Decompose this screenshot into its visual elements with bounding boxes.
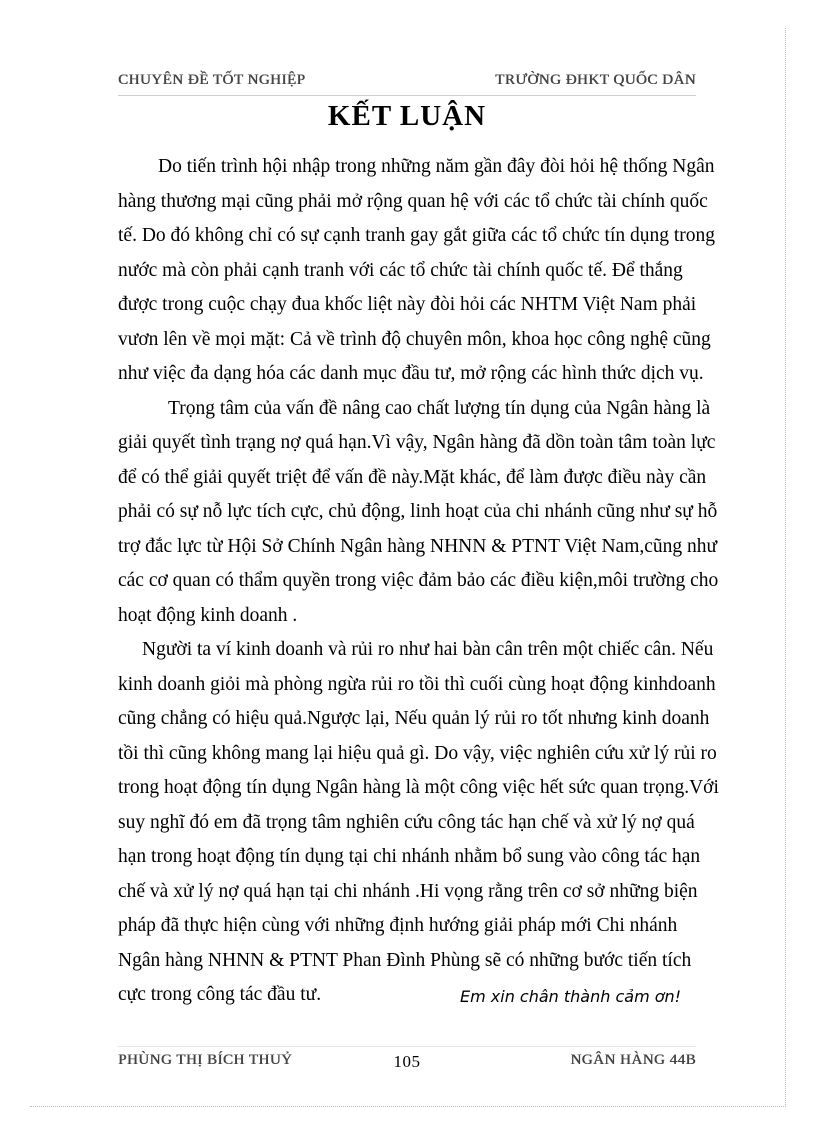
paragraph-3 xyxy=(118,633,719,1013)
text-line: hoạt động kinh doanh . xyxy=(118,604,298,626)
text-line: được trong cuộc chạy đua khốc liệt này đòi hỏi các NHTM Việt Nam phải xyxy=(118,294,697,315)
text-line: trợ đắc lực từ Hội Sở Chính Ngân hàng NHNN & PTNT Việt Nam,cũng như xyxy=(118,535,718,557)
text-line: cũng chẳng có hiệu quả.Ngược lại, Nếu quản lý rủi ro tốt nhưng kinh doanh xyxy=(118,708,710,729)
footer-class: NGÂN HÀNG 44B xyxy=(570,1052,696,1068)
text-line: nước mà còn phải cạnh tranh với các tổ chức tài chính quốc tế. Để thắng xyxy=(118,259,683,281)
text-line: suy nghĩ đó em đã trọng tâm nghiên cứu công tác hạn chế và xử lý nợ quá xyxy=(118,811,695,833)
paragraph-1 xyxy=(118,150,716,392)
text-line: Người ta ví kinh doanh và rủi ro như hai bàn cân trên một chiếc cân. Nếu xyxy=(142,639,714,660)
text-line: như việc đa dạng hóa các danh mục đầu tư, mở rộng các hình thức dịch vụ. xyxy=(118,363,704,384)
text-line: giải quyết tình trạng nợ quá hạn.Vì vậy, Ngân hàng đã dồn toàn tâm toàn lực xyxy=(118,432,716,453)
text-line: pháp đã thực hiện cùng với những định hướng giải pháp mới Chi nhánh xyxy=(118,915,678,936)
text-line: Ngân hàng NHNN & PTNT Phan Đình Phùng sẽ có những bước tiến tích xyxy=(118,949,692,971)
page-header xyxy=(118,72,696,94)
page-footer xyxy=(118,1052,696,1074)
text-line: Trọng tâm của vấn đề nâng cao chất lượng tín dụng của Ngân hàng là xyxy=(168,397,711,419)
text-line: cực trong công tác đầu tư. xyxy=(118,984,322,1005)
page-title: KẾT LUẬN xyxy=(327,100,487,132)
closing-thanks: Em xin chân thành cảm ơn! xyxy=(460,987,682,1006)
text-line: để có thể giải quyết triệt để vấn đề này.Mặt khác, để làm được điều này cần xyxy=(118,466,707,488)
header-left: CHUYÊN ĐỀ TỐT NGHIỆP xyxy=(118,72,306,88)
header-right: TRƯỜNG ĐHKT QUỐC DÂN xyxy=(495,72,696,88)
text-line: hàng thương mại cũng phải mở rộng quan hệ với các tổ chức tài chính quốc xyxy=(118,190,708,212)
text-line: kinh doanh giỏi mà phòng ngừa rủi ro tồi thì cuối cùng hoạt động kinhdoanh xyxy=(118,673,716,695)
text-line: tồi thì cũng không mang lại hiệu quả gì. Do vậy, việc nghiên cứu xử lý rủi ro xyxy=(118,742,717,764)
text-line: tế. Do đó không chỉ có sự cạnh tranh gay gắt giữa các tổ chức tín dụng trong xyxy=(118,225,716,246)
header-divider xyxy=(118,95,696,96)
text-line: phải có sự nỗ lực tích cực, chủ động, linh hoạt của chi nhánh cũng như sự hỗ xyxy=(118,501,718,522)
text-line: hạn trong hoạt động tín dụng tại chi nhánh nhằm bổ sung vào công tác hạn xyxy=(118,846,701,867)
text-line: trong hoạt động tín dụng Ngân hàng là một công việc hết sức quan trọng.Với xyxy=(118,777,719,798)
text-line: Do tiến trình hội nhập trong những năm gần đây đòi hỏi hệ thống Ngân xyxy=(158,156,715,177)
body-text xyxy=(118,150,719,1013)
text-line: chế và xử lý nợ quá hạn tại chi nhánh .Hi vọng rằng trên cơ sở những biện xyxy=(118,880,698,902)
paragraph-2 xyxy=(118,392,719,634)
page-number: 105 xyxy=(393,1052,421,1071)
footer-divider xyxy=(118,1046,696,1047)
text-line: vươn lên về mọi mặt: Cả về trình độ chuyên môn, khoa học công nghệ cũng xyxy=(118,328,711,350)
text-line: các cơ quan có thẩm quyền trong việc đảm bảo các điều kiện,môi trường cho xyxy=(118,570,719,591)
footer-author: PHÙNG THỊ BÍCH THUỶ xyxy=(118,1052,293,1068)
